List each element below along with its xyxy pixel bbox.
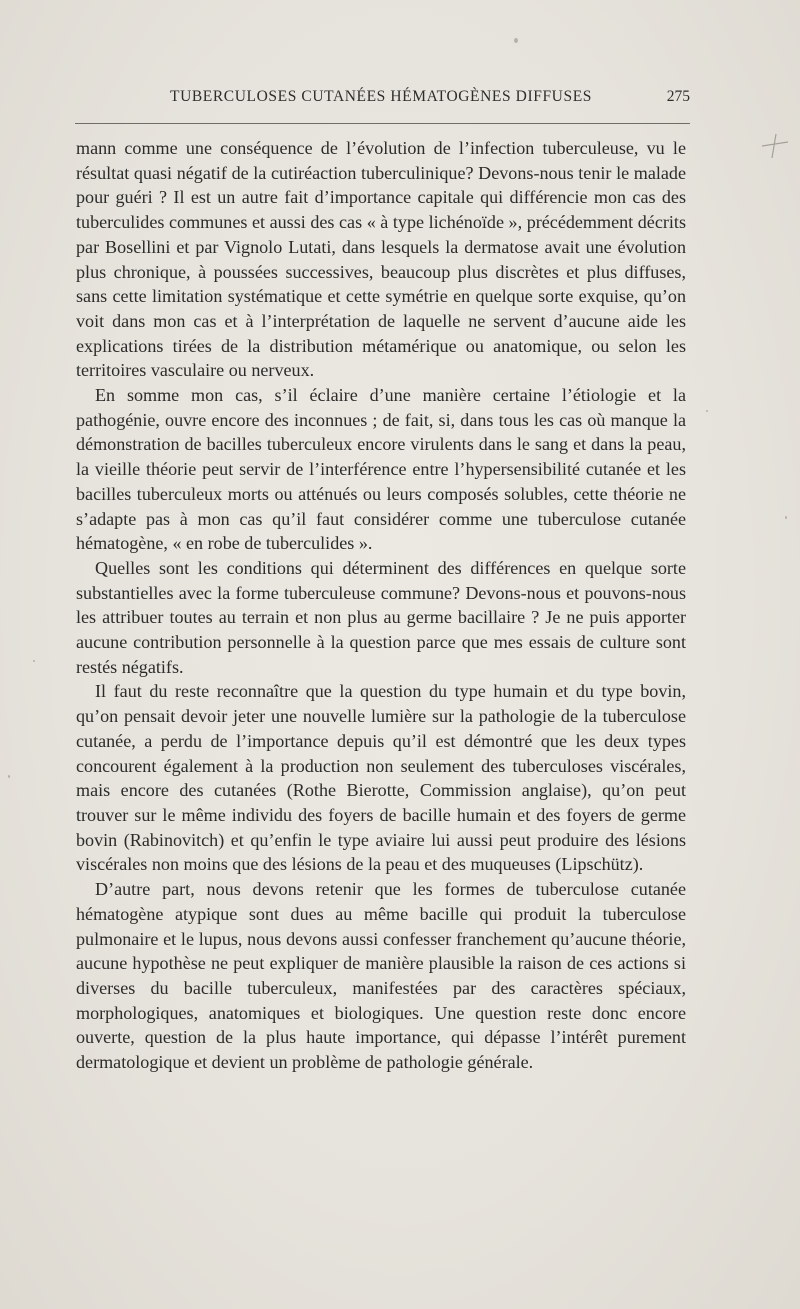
header-rule	[75, 123, 690, 124]
paragraph-4: Il faut du reste reconnaître que la question du type humain et du type bovin, qu’on pensait devoir jeter une nouvelle lumière sur la pathologie de la tuberculose cutanée, a perdu de l’importance depuis qu’il est démontré que les deux types concourent également à la production non seulement des tuberculoses viscérales, mais encore des cutanées (Rothe Bierotte, Commission anglaise), qu’on peut trouver sur le même individu des foyers de bacille humain et des foyers de germe bovin (Rabinovitch) et qu’enfin le type aviaire lui aussi peut produire des lésions viscérales non moins que des lésions de la peau et des muqueuses (Lipschütz).	[76, 681, 686, 875]
running-title: TUBERCULOSES CUTANÉES HÉMATOGÈNES DIFFUSES	[170, 88, 592, 105]
paragraph-5: D’autre part, nous devons retenir que les formes de tuberculose cutanée hématogène atypique sont dues au même bacille qui produit la tuberculose pulmonaire et le lupus, nous devons aussi confesser franchement qu’aucune théorie, aucune hypothèse ne peut expliquer de manière plausible la raison de ces actions si diverses du bacille tuberculeux, manifestées par des caractères spéciaux, morphologiques, anatomiques et biologiques. Une question reste donc encore ouverte, question de la plus haute importance, qui dépasse l’intérêt purement dermatologique et devient un problème de pathologie générale.	[76, 879, 686, 1073]
page-number: 275	[666, 88, 690, 105]
pencil-mark-icon	[760, 132, 790, 160]
running-head	[90, 88, 690, 110]
paragraph-2: En somme mon cas, s’il éclaire d’une manière certaine l’étiologie et la pathogénie, ouvre encore des inconnues ; de fait, si, dans tous les cas où manque la démonstration de bacilles tuberculeux encore virulents dans le sang et dans la peau, la vieille théorie peut servir de l’interférence entre l’hypersensibilité cutanée et les bacilles tuberculeux morts ou atténués ou leurs composés solubles, cette théorie ne s’adapte pas à mon cas qu’il faut considérer comme une tuberculose cutanée hématogène, « en robe de tuberculides ».	[76, 385, 686, 554]
body-text	[76, 136, 686, 1075]
paragraph-1: mann comme une conséquence de l’évolution de l’infection tuberculeuse, vu le résultat quasi négatif de la cutiréaction tuberculinique? Devons-nous tenir le malade pour guéri ? Il est un autre fait d’importance capitale qui différencie mon cas des tuberculides communes et aussi des cas « à type lichénoïde », précédemment décrits par Bosellini et par Vignolo Lutati, dans lesquels la dermatose avait une évolution plus chronique, à poussées successives, beaucoup plus discrètes et plus diffuses, sans cette limitation systématique et cette symétrie en quelque sorte exquise, qu’on voit dans mon cas et à l’interprétation de laquelle ne servent d’aucune aide les explications tirées de la distribution métamérique ou anatomique, ou selon les territoires vasculaire ou nerveux.	[76, 138, 686, 381]
paragraph-3: Quelles sont les conditions qui déterminent des différences en quelque sorte substantielles avec la forme tuberculeuse commune? Devons-nous et pouvons-nous les attribuer toutes au terrain et non plus au germe bacillaire ? Je ne puis apporter aucune contribution personnelle à la question parce que mes essais de culture sont restés négatifs.	[76, 557, 686, 677]
